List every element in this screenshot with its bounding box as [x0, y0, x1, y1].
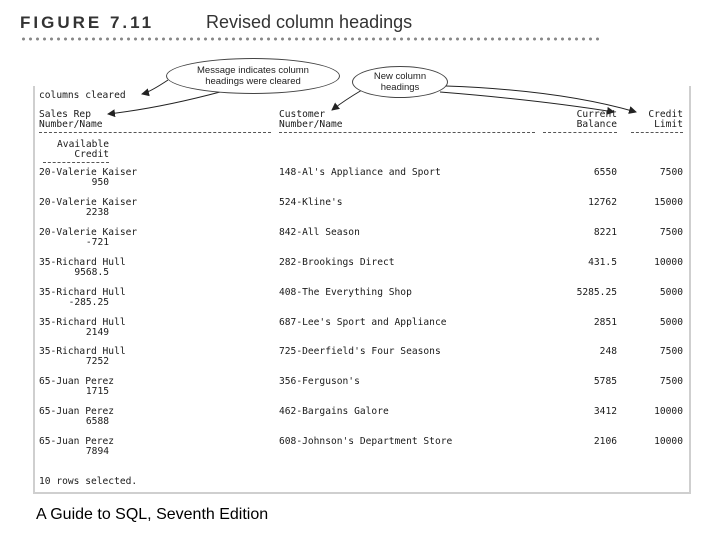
row-available-cell: -721	[85, 237, 109, 248]
row-limit-cell: 15000	[654, 197, 683, 208]
row-rep-cell: 35-Richard Hull	[39, 287, 126, 298]
arrow-to-limit-header	[446, 86, 636, 112]
row-balance-cell: 2106	[593, 436, 617, 447]
row-balance-cell: 248	[599, 346, 617, 357]
row-rep-cell: 65-Juan Perez	[39, 436, 115, 447]
header-customer-line1: Customer	[279, 109, 326, 120]
row-rep-cell: 35-Richard Hull	[39, 317, 126, 328]
book-footer: A Guide to SQL, Seventh Edition	[36, 506, 269, 523]
arrow-to-rep-header	[108, 92, 220, 114]
row-rep-cell: 65-Juan Perez	[39, 376, 115, 387]
row-rep-cell: 65-Juan Perez	[39, 406, 115, 417]
header-rep-line2: Number/Name	[39, 119, 103, 130]
row-available-cell: 2238	[85, 207, 109, 218]
callout-cleared-text: Message indicates column headings were cleared	[197, 65, 309, 87]
row-customer-cell: 725-Deerfield's Four Seasons	[279, 346, 441, 357]
row-rep-cell: 20-Valerie Kaiser	[39, 227, 138, 238]
row-rep-cell: 20-Valerie Kaiser	[39, 197, 138, 208]
row-balance-cell: 3412	[593, 406, 617, 417]
header-balance-line2: Balance	[576, 119, 617, 130]
arrow-to-customer-header	[332, 90, 362, 110]
row-balance-cell: 5285.25	[576, 287, 617, 298]
figure-label: FIGURE 7.11	[20, 13, 155, 32]
arrow-to-balance-header	[440, 92, 614, 112]
row-customer-cell: 524-Kline's	[279, 197, 343, 208]
row-customer-cell: 408-The Everything Shop	[279, 287, 412, 298]
row-customer-cell: 356-Ferguson's	[279, 376, 360, 387]
arrow-to-cleared-message	[142, 80, 168, 94]
row-limit-cell: 10000	[654, 257, 683, 268]
row-customer-cell: 842-All Season	[279, 227, 360, 238]
row-limit-cell: 7500	[659, 227, 683, 238]
header-available-line2: Credit	[74, 149, 109, 160]
row-limit-cell: 10000	[654, 406, 683, 417]
header-rep-line1: Sales Rep	[39, 109, 91, 120]
row-customer-cell: 148-Al's Appliance and Sport	[279, 167, 441, 178]
row-limit-cell: 7500	[659, 376, 683, 387]
rows-selected-summary: 10 rows selected.	[39, 476, 138, 487]
callout-cleared-message	[166, 58, 340, 94]
row-customer-cell: 687-Lee's Sport and Appliance	[279, 317, 447, 328]
row-rep-cell: 35-Richard Hull	[39, 346, 126, 357]
cleared-message: columns cleared	[39, 90, 126, 101]
callout-new-headings	[352, 66, 448, 98]
row-limit-cell: 10000	[654, 436, 683, 447]
header-limit-line1: Credit	[648, 109, 683, 120]
row-rep-cell: 35-Richard Hull	[39, 257, 126, 268]
row-balance-cell: 2851	[593, 317, 617, 328]
row-limit-cell: 5000	[659, 287, 683, 298]
row-available-cell: 2149	[85, 327, 109, 338]
row-available-cell: 7894	[85, 446, 109, 457]
row-customer-cell: 282-Brookings Direct	[279, 257, 395, 268]
callout-new-headings-text: New column headings	[373, 71, 427, 93]
row-limit-cell: 7500	[659, 167, 683, 178]
row-balance-cell: 12762	[588, 197, 617, 208]
row-rep-cell: 20-Valerie Kaiser	[39, 167, 138, 178]
row-available-cell: 6588	[85, 416, 109, 427]
header-limit-line2: Limit	[654, 119, 683, 130]
row-customer-cell: 462-Bargains Galore	[279, 406, 389, 417]
figure-title: Revised column headings	[206, 12, 413, 32]
header-available-line1: Available	[57, 139, 109, 150]
row-available-cell: 9568.5	[74, 267, 109, 278]
row-balance-cell: 431.5	[588, 257, 617, 268]
row-available-cell: 950	[91, 177, 109, 188]
header-customer-line2: Number/Name	[279, 119, 343, 130]
row-balance-cell: 6550	[593, 167, 617, 178]
row-limit-cell: 5000	[659, 317, 683, 328]
row-customer-cell: 608-Johnson's Department Store	[279, 436, 453, 447]
row-available-cell: -285.25	[68, 297, 109, 308]
row-balance-cell: 5785	[593, 376, 617, 387]
header-balance-line1: Current	[576, 109, 617, 120]
row-available-cell: 7252	[85, 356, 109, 367]
row-available-cell: 1715	[85, 386, 109, 397]
row-limit-cell: 7500	[659, 346, 683, 357]
row-balance-cell: 8221	[593, 227, 617, 238]
